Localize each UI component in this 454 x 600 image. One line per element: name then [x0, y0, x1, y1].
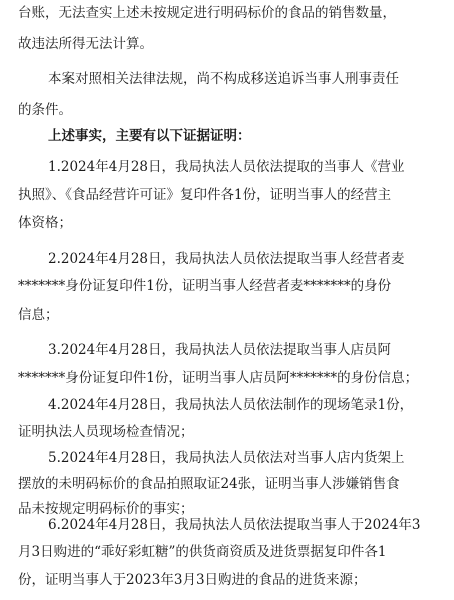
text-line: *******身份证复印件1份，证明当事人店员阿*******的身份信息；: [18, 370, 419, 386]
text-line: 6.2024年4月28日，我局执法人员依法提取当事人于2024年3: [48, 517, 421, 533]
section-heading: 上述事实，主要有以下证据证明：: [48, 128, 251, 144]
text-line: 2.2024年4月28日，我局执法人员依法提取当事人经营者麦: [48, 251, 405, 267]
text-line: 月3日购进的“乖好彩虹糖”的供货商资质及进货票据复印件各1: [18, 544, 387, 560]
text-line: 5.2024年4月28日，我局执法人员依法对当事人店内货架上: [48, 450, 405, 466]
text-line: 4.2024年4月28日，我局执法人员依法制作的现场笔录1份，: [48, 397, 414, 413]
text-line: *******身份证复印件1份，证明当事人经营者麦*******的身份: [18, 278, 392, 294]
text-line: 3.2024年4月28日，我局执法人员依法提取当事人店员阿: [48, 342, 392, 358]
text-line: 故违法所得无法计算。: [18, 36, 153, 52]
text-line: 台账，无法查实上述未按规定进行明码标价的食品的销售数量，: [18, 5, 396, 21]
text-line: 品未按规定明码标价的事实；: [18, 501, 194, 517]
text-line: 本案对照相关法律法规，尚不构成移送追诉当事人刑事责任: [48, 71, 399, 87]
text-line: 执照》、《食品经营许可证》复印件各1份，证明当事人的经营主: [18, 187, 392, 203]
text-line: 摆放的未明码标价的食品拍照取证24张，证明当事人涉嫌销售食: [18, 476, 400, 492]
text-line: 份，证明当事人于2023年3月3日购进的食品的进货来源；: [18, 572, 367, 588]
text-line: 1.2024年4月28日，我局执法人员依法提取的当事人《营业: [48, 159, 405, 175]
text-line: 的条件。: [18, 102, 72, 118]
text-line: 信息；: [18, 307, 59, 323]
text-line: 体资格；: [18, 215, 72, 231]
text-line: 证明执法人员现场检查情况；: [18, 424, 194, 440]
